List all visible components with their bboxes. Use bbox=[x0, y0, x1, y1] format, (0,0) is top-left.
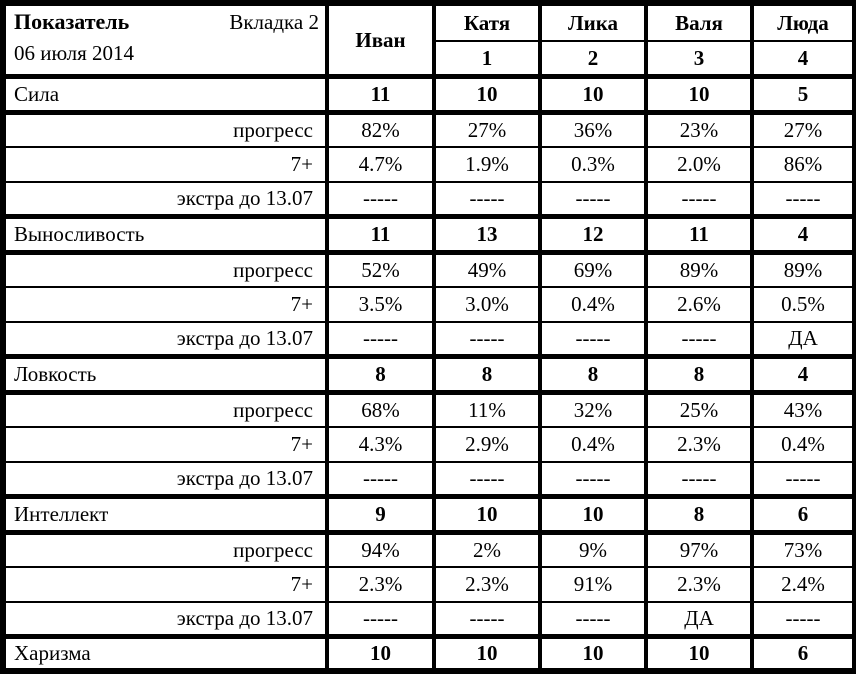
value-cell: 6 bbox=[752, 497, 855, 533]
value-cell: 4 bbox=[752, 357, 855, 393]
value-cell: 91% bbox=[540, 567, 646, 602]
progress-row bbox=[3, 393, 855, 428]
date-label: 06 июля 2014 bbox=[14, 41, 135, 65]
value-cell: 5 bbox=[752, 77, 855, 113]
value-cell: 8 bbox=[540, 357, 646, 393]
value-cell: 6 bbox=[752, 637, 855, 671]
progress-row bbox=[3, 113, 855, 148]
value-cell: 10 bbox=[540, 637, 646, 671]
value-cell: ----- bbox=[752, 602, 855, 637]
value-cell: 2.3% bbox=[327, 567, 434, 602]
col-header-name: Валя bbox=[646, 3, 752, 41]
row-label: прогресс bbox=[3, 533, 327, 568]
col-header-number: 3 bbox=[646, 41, 752, 77]
value-cell: 4.7% bbox=[327, 147, 434, 182]
value-cell: 3.5% bbox=[327, 287, 434, 322]
value-cell: 2.3% bbox=[646, 427, 752, 462]
value-cell: 49% bbox=[434, 253, 540, 288]
value-cell: 4.3% bbox=[327, 427, 434, 462]
col-header-name: Катя bbox=[434, 3, 540, 41]
value-cell: 0.4% bbox=[540, 287, 646, 322]
section-row bbox=[3, 77, 855, 113]
value-cell: 0.4% bbox=[752, 427, 855, 462]
value-cell: 11 bbox=[646, 217, 752, 253]
value-cell: 97% bbox=[646, 533, 752, 568]
col-header-number: 4 bbox=[752, 41, 855, 77]
row-label: 7+ bbox=[3, 567, 327, 602]
seven-plus-row bbox=[3, 147, 855, 182]
tab-label: Вкладка 2 bbox=[229, 10, 319, 34]
value-cell: 89% bbox=[752, 253, 855, 288]
header-indicator-cell bbox=[3, 3, 327, 77]
value-cell: ----- bbox=[434, 602, 540, 637]
value-cell: 4 bbox=[752, 217, 855, 253]
value-cell: 27% bbox=[752, 113, 855, 148]
col-header-number: 2 bbox=[540, 41, 646, 77]
value-cell: ----- bbox=[434, 182, 540, 217]
value-cell: 0.4% bbox=[540, 427, 646, 462]
value-cell: ----- bbox=[752, 462, 855, 497]
section-name: Харизма bbox=[3, 637, 327, 671]
indicator-title: Показатель bbox=[14, 9, 130, 34]
value-cell: ----- bbox=[327, 602, 434, 637]
value-cell: 68% bbox=[327, 393, 434, 428]
value-cell: 8 bbox=[646, 357, 752, 393]
value-cell: 3.0% bbox=[434, 287, 540, 322]
seven-plus-row bbox=[3, 287, 855, 322]
extra-row bbox=[3, 322, 855, 357]
value-cell: 89% bbox=[646, 253, 752, 288]
value-cell: ----- bbox=[540, 182, 646, 217]
row-label: экстра до 13.07 bbox=[3, 322, 327, 357]
value-cell: ----- bbox=[540, 462, 646, 497]
value-cell: 52% bbox=[327, 253, 434, 288]
seven-plus-row bbox=[3, 567, 855, 602]
value-cell: ----- bbox=[434, 462, 540, 497]
value-cell: 12 bbox=[540, 217, 646, 253]
value-cell: 82% bbox=[327, 113, 434, 148]
value-cell: 10 bbox=[434, 497, 540, 533]
value-cell: 0.3% bbox=[540, 147, 646, 182]
value-cell: 2.6% bbox=[646, 287, 752, 322]
value-cell: 69% bbox=[540, 253, 646, 288]
value-cell: 25% bbox=[646, 393, 752, 428]
value-cell: 86% bbox=[752, 147, 855, 182]
value-cell: 0.5% bbox=[752, 287, 855, 322]
value-cell: ----- bbox=[327, 322, 434, 357]
progress-row bbox=[3, 533, 855, 568]
value-cell: ----- bbox=[646, 462, 752, 497]
section-name: Интеллект bbox=[3, 497, 327, 533]
row-label: 7+ bbox=[3, 427, 327, 462]
value-cell: 10 bbox=[646, 77, 752, 113]
value-cell: 27% bbox=[434, 113, 540, 148]
value-cell: ----- bbox=[327, 462, 434, 497]
value-cell: 32% bbox=[540, 393, 646, 428]
row-label: 7+ bbox=[3, 147, 327, 182]
value-cell: ----- bbox=[540, 602, 646, 637]
value-cell: 10 bbox=[540, 77, 646, 113]
row-label: экстра до 13.07 bbox=[3, 182, 327, 217]
value-cell: 11% bbox=[434, 393, 540, 428]
value-cell: 43% bbox=[752, 393, 855, 428]
value-cell: 73% bbox=[752, 533, 855, 568]
value-cell: 2.9% bbox=[434, 427, 540, 462]
progress-row bbox=[3, 253, 855, 288]
value-cell: 2% bbox=[434, 533, 540, 568]
header-row-names bbox=[3, 3, 855, 41]
value-cell: 2.3% bbox=[646, 567, 752, 602]
value-cell: ДА bbox=[752, 322, 855, 357]
value-cell: 10 bbox=[434, 637, 540, 671]
value-cell: 2.0% bbox=[646, 147, 752, 182]
extra-row bbox=[3, 462, 855, 497]
value-cell: 9% bbox=[540, 533, 646, 568]
value-cell: ----- bbox=[434, 322, 540, 357]
row-label: прогресс bbox=[3, 253, 327, 288]
section-row bbox=[3, 217, 855, 253]
col-header-name: Лика bbox=[540, 3, 646, 41]
row-label: экстра до 13.07 bbox=[3, 462, 327, 497]
col-header-name: Люда bbox=[752, 3, 855, 41]
section-row bbox=[3, 637, 855, 671]
value-cell: 2.4% bbox=[752, 567, 855, 602]
value-cell: 10 bbox=[646, 637, 752, 671]
value-cell: 11 bbox=[327, 217, 434, 253]
section-name: Ловкость bbox=[3, 357, 327, 393]
value-cell: 10 bbox=[327, 637, 434, 671]
section-row bbox=[3, 357, 855, 393]
value-cell: 10 bbox=[540, 497, 646, 533]
value-cell: 10 bbox=[434, 77, 540, 113]
value-cell: 13 bbox=[434, 217, 540, 253]
row-label: прогресс bbox=[3, 393, 327, 428]
value-cell: 11 bbox=[327, 77, 434, 113]
section-name: Сила bbox=[3, 77, 327, 113]
row-label: прогресс bbox=[3, 113, 327, 148]
value-cell: 23% bbox=[646, 113, 752, 148]
value-cell: 8 bbox=[646, 497, 752, 533]
extra-row bbox=[3, 602, 855, 637]
section-name: Выносливость bbox=[3, 217, 327, 253]
value-cell: ----- bbox=[646, 322, 752, 357]
col-header-name: Иван bbox=[327, 3, 434, 77]
value-cell: ----- bbox=[646, 182, 752, 217]
value-cell: 1.9% bbox=[434, 147, 540, 182]
value-cell: 2.3% bbox=[434, 567, 540, 602]
value-cell: 8 bbox=[434, 357, 540, 393]
value-cell: ДА bbox=[646, 602, 752, 637]
value-cell: ----- bbox=[752, 182, 855, 217]
value-cell: 94% bbox=[327, 533, 434, 568]
extra-row bbox=[3, 182, 855, 217]
section-row bbox=[3, 497, 855, 533]
seven-plus-row bbox=[3, 427, 855, 462]
row-label: 7+ bbox=[3, 287, 327, 322]
col-header-number: 1 bbox=[434, 41, 540, 77]
value-cell: ----- bbox=[327, 182, 434, 217]
value-cell: 8 bbox=[327, 357, 434, 393]
value-cell: ----- bbox=[540, 322, 646, 357]
value-cell: 36% bbox=[540, 113, 646, 148]
value-cell: 9 bbox=[327, 497, 434, 533]
row-label: экстра до 13.07 bbox=[3, 602, 327, 637]
